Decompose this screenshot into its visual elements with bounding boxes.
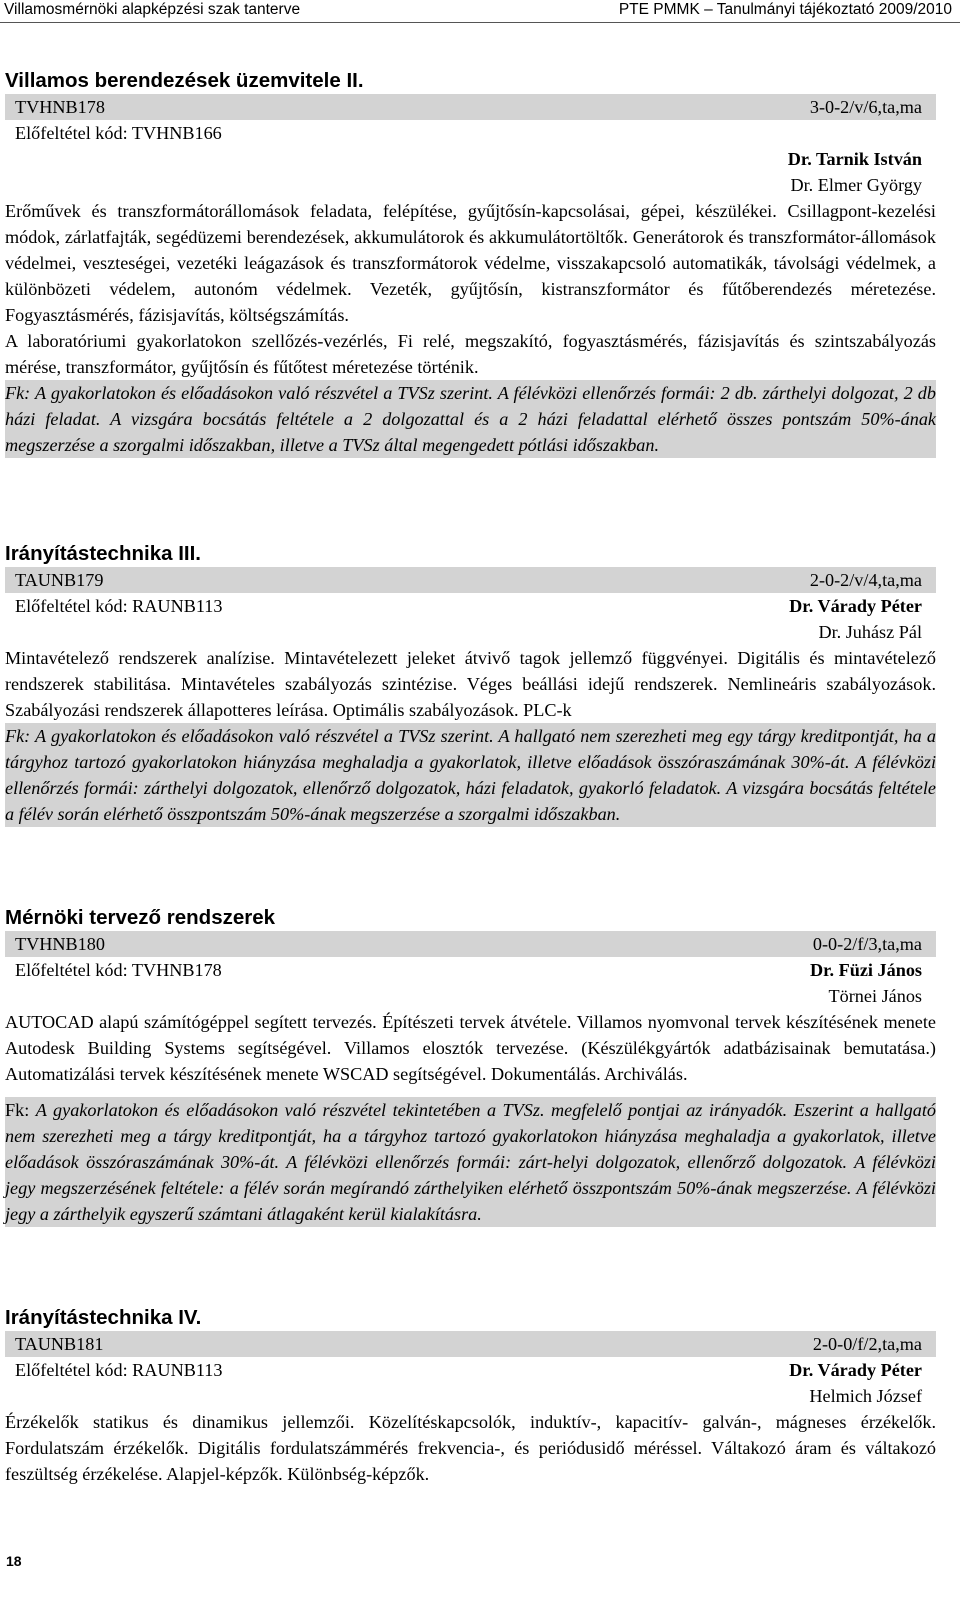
running-header (0, 0, 960, 23)
course-requirements: Fk: A gyakorlatokon és előadásokon való részvétel a TVSz szerint. A félévközi ellenőrzés formái: 2 db. zárthelyi dolgozat, 2 db házi feladat. A vizsgára bocsátás feltétele a 2 dolgozattal és a 2 házi feladattal elérhető összes pontszám 50%-ának megszerzése a szorgalmi időszakban, illetve a TVSz által megengedett pótlási időszakban. (5, 380, 936, 458)
lecturer-other-row (5, 983, 936, 1009)
requirements-text: A gyakorlatokon és előadásokon való részvétel tekintetében a TVSz. megfelelő pontjai az irányadók. Eszerint a hallgató nem szerezheti meg a tárgy kreditpontját, ha a tárgyhoz tartozó gyakorlatokon hiányzása meghaladja a gyakorlatok, illetve előadások összóraszámának 30%-át. A félévközi ellenőrzés formái: zárt-helyi dolgozatok, ellenőrző dolgozatok. A félévközi jegy megszerzésének feltétele: a félév során megírandó zárthelyiken elérhető összpontszám 50%-ának megszerzése. A félévközi jegy a zárthelyik egyszerű számtani átlagaként kerül kialakításra. (5, 1100, 936, 1224)
course-description: Erőművek és transzformátorállomások feladata, felépítése, gyűjtősín-kapcsolásai, gépei, készülékei. Csillagpont-kezelési módok, zárlatfajták, segédüzemi berendezések, akkumulátorok és akkumulátortöltők. Generátorok és transzformátor-állomások védelmei, veszteségei, vezetéki leágazások és transzformátorok védelme, visszakapcsoló automatikák, távolsági védelmek, a különbözeti védelem, autonóm védelmek. Vezeték, gyűjtősín, kistranszformátor és fűtőberendezés méretezése. Fogyasztásmérés, fázisjavítás, költségszámítás. (5, 201, 936, 325)
course-code-row (5, 931, 936, 957)
course-credits: 0-0-2/f/3,ta,ma (812, 934, 922, 954)
lecturer-other-row (5, 619, 936, 645)
header-right: PTE PMMK – Tanulmányi tájékoztató 2009/2010 (618, 1, 952, 18)
course-lab-description: A laboratóriumi gyakorlatokon szellőzés-vezérlés, Fi relé, megszakító, fogyasztásmérés, fázisjavítás és szintszabályozás mérése, transzformátor, gyűjtősín és fűtőtest méretezése történik. (5, 331, 936, 377)
course-title: Mérnöki tervező rendszerek (5, 906, 276, 929)
course-code-row (5, 94, 936, 120)
course-description: AUTOCAD alapú számítógéppel segített tervezés. Építészeti tervek átvétele. Villamos nyomvonal tervek készítésének menete Autodesk Building Systems segítségével. Villamos elosztók tervezése. (Készülékgyártók adatbázisainak bemutatása.) Automatizálási tervek készítésének menete WSCAD segítségével. Dokumentálás. Archiválás. (5, 1012, 936, 1084)
course-description: Érzékelők statikus és dinamikus jellemzői. Közelítéskapcsolók, induktív-, kapacitív- galván-, mágneses érzékelők. Fordulatszám érzékelők. Digitális fordulatszámmérés frekvencia-, és periódusidő méréssel. Váltakozó áram és váltakozó feszültség érzékelése. Alapjel-képzők. Különbség-képzők. (5, 1412, 936, 1484)
lecturer-main: Dr. Várady Péter (789, 596, 922, 616)
course-block (5, 69, 936, 458)
lecturer-other: Dr. Juhász Pál (818, 622, 922, 642)
course-credits: 2-0-2/v/4,ta,ma (809, 570, 922, 590)
lecturer-other-row (5, 1383, 936, 1409)
page-number: 18 (6, 1553, 22, 1569)
lecturer-other: Helmich József (809, 1386, 922, 1406)
header-left: Villamosmérnöki alapképzési szak tanterve (4, 1, 301, 18)
course-prereq: Előfeltétel kód: RAUNB113 (15, 1360, 223, 1380)
lecturer-other: Törnei János (828, 986, 922, 1006)
course-prereq: Előfeltétel kód: RAUNB113 (15, 596, 223, 616)
course-code: TVHNB180 (15, 934, 105, 954)
course-description: Mintavételező rendszerek analízise. Mintavételezett jeleket átvivő tagok jellemző függvényei. Digitális és mintavételező rendszerek stabilitása. Mintavételes szabályozás szintézise. Véges beállási idejű rendszerek. Nemlineáris szabályozások. Szabályozási rendszerek állapotteres leírása. Optimális szabályozások. PLC-k (5, 648, 936, 720)
course-title: Villamos berendezések üzemvitele II. (5, 69, 364, 92)
course-code: TAUNB181 (15, 1334, 104, 1354)
course-credits: 3-0-2/v/6,ta,ma (809, 97, 922, 117)
course-prereq: Előfeltétel kód: TVHNB178 (15, 960, 222, 980)
course-block (5, 1306, 936, 1487)
course-code-row (5, 567, 936, 593)
course-credits: 2-0-0/f/2,ta,ma (812, 1334, 922, 1354)
lecturer-main: Dr. Füzi János (809, 960, 922, 980)
prereq-row (5, 593, 936, 619)
course-title: Irányítástechnika IV. (5, 1306, 202, 1329)
course-code: TAUNB179 (15, 570, 104, 590)
lecturer-main-row (5, 146, 936, 172)
lecturer-main: Dr. Várady Péter (789, 1360, 922, 1380)
course-prereq: Előfeltétel kód: TVHNB166 (15, 123, 222, 143)
course-block (5, 906, 936, 1227)
prereq-row (5, 957, 936, 983)
course-code: TVHNB178 (15, 97, 105, 117)
prereq-row (5, 120, 936, 146)
lecturer-other: Dr. Elmer György (790, 175, 922, 195)
prereq-row (5, 1357, 936, 1383)
requirements-prefix: Fk: (5, 1100, 30, 1120)
course-requirements (5, 1097, 936, 1227)
lecturer-other-row (5, 172, 936, 198)
course-title: Irányítástechnika III. (5, 542, 201, 565)
course-block (5, 542, 936, 827)
course-requirements: Fk: A gyakorlatokon és előadásokon való részvétel a TVSz szerint. A hallgató nem szerezheti meg egy tárgy kreditpontját, ha a tárgyhoz tartozó gyakorlatokon hiányzása meghaladja a gyakorlatok, illetve előadások összóraszámának 30%-át. A félévközi ellenőrzés formái: zárthelyi dolgozatok, ellenőrző dolgozatok, házi feladatok, gyakorló feladatok. A vizsgára bocsátás feltétele a félév során elérhető összpontszám 50%-ának megszerzése a szorgalmi időszakban. (5, 723, 936, 827)
lecturer-main: Dr. Tarnik István (787, 149, 922, 169)
course-code-row (5, 1331, 936, 1357)
